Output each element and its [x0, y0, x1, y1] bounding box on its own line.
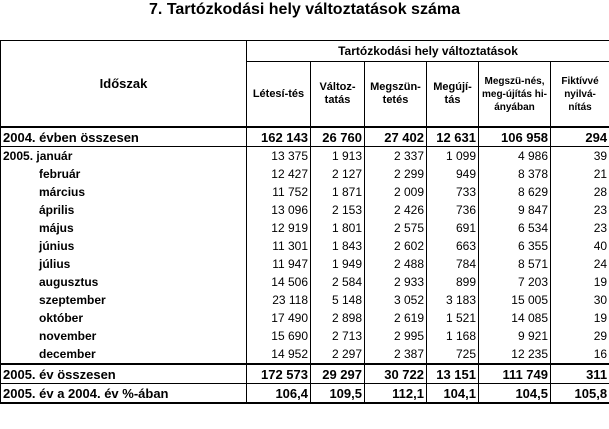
table-cell: 2 619	[365, 309, 427, 327]
table-cell: 30 722	[365, 364, 427, 384]
table-cell: 109,5	[311, 384, 365, 404]
table-cell: 23 118	[247, 291, 311, 309]
table-cell: 14 952	[247, 345, 311, 364]
table-cell: 6 534	[479, 219, 551, 237]
table-cell: 725	[427, 345, 479, 364]
table-cell: 2 009	[365, 183, 427, 201]
table-cell: 8 378	[479, 165, 551, 183]
row-label: április	[1, 201, 247, 219]
table-cell: 2 995	[365, 327, 427, 345]
table-row	[1, 309, 609, 327]
table-cell: 28	[551, 183, 609, 201]
column-header-megujitas: Megújí-tás	[427, 62, 479, 128]
table-cell: 12 235	[479, 345, 551, 364]
row-label: június	[1, 237, 247, 255]
table-row	[1, 255, 609, 273]
table-cell: 2 299	[365, 165, 427, 183]
table-cell: 172 573	[247, 364, 311, 384]
table-cell: 2 602	[365, 237, 427, 255]
period-column-header: Időszak	[1, 41, 247, 128]
table-cell: 12 427	[247, 165, 311, 183]
table-cell: 899	[427, 273, 479, 291]
row-label: 2005. év összesen	[1, 364, 247, 384]
table-cell: 17 490	[247, 309, 311, 327]
row-label: március	[1, 183, 247, 201]
table-cell: 23	[551, 201, 609, 219]
row-label: 2005. január	[1, 147, 247, 166]
table-cell: 13 096	[247, 201, 311, 219]
column-header-letesites: Létesí-tés	[247, 62, 311, 128]
table-cell: 39	[551, 147, 609, 166]
table-cell: 40	[551, 237, 609, 255]
table-cell: 23	[551, 219, 609, 237]
table-row	[1, 291, 609, 309]
table-cell: 8 629	[479, 183, 551, 201]
table-cell: 2 153	[311, 201, 365, 219]
table-cell: 104,5	[479, 384, 551, 404]
table-cell: 7 203	[479, 273, 551, 291]
table-cell: 2 575	[365, 219, 427, 237]
table-cell: 11 301	[247, 237, 311, 255]
table-cell: 2 488	[365, 255, 427, 273]
table-cell: 733	[427, 183, 479, 201]
table-cell: 2 426	[365, 201, 427, 219]
table-cell: 14 085	[479, 309, 551, 327]
table-row	[1, 147, 609, 166]
table-cell: 106 958	[479, 127, 551, 147]
table-cell: 1 099	[427, 147, 479, 166]
row-label: 2005. év a 2004. év %-ában	[1, 384, 247, 404]
page-title: 7. Tartózkodási hely változtatások száma	[149, 1, 460, 18]
table-cell: 2 297	[311, 345, 365, 364]
table-cell: 11 947	[247, 255, 311, 273]
table-cell: 30	[551, 291, 609, 309]
table-cell: 27 402	[365, 127, 427, 147]
table-cell: 29 297	[311, 364, 365, 384]
table-cell: 21	[551, 165, 609, 183]
table-cell: 15 005	[479, 291, 551, 309]
table-row	[1, 345, 609, 364]
table-cell: 2 933	[365, 273, 427, 291]
row-label: november	[1, 327, 247, 345]
table-cell: 2 387	[365, 345, 427, 364]
table-cell: 784	[427, 255, 479, 273]
table-cell: 8 571	[479, 255, 551, 273]
table-row	[1, 127, 609, 147]
row-label: 2004. évben összesen	[1, 127, 247, 147]
table-cell: 294	[551, 127, 609, 147]
table-cell: 1 949	[311, 255, 365, 273]
table-cell: 13 151	[427, 364, 479, 384]
table-cell: 162 143	[247, 127, 311, 147]
table-row	[1, 201, 609, 219]
table-cell: 1 871	[311, 183, 365, 201]
table-cell: 112,1	[365, 384, 427, 404]
table-row	[1, 183, 609, 201]
table-cell: 9 921	[479, 327, 551, 345]
table-cell: 1 521	[427, 309, 479, 327]
row-label: augusztus	[1, 273, 247, 291]
table-cell: 24	[551, 255, 609, 273]
table-row	[1, 364, 609, 384]
table-cell: 106,4	[247, 384, 311, 404]
table-cell: 5 148	[311, 291, 365, 309]
table-cell: 19	[551, 309, 609, 327]
row-label: december	[1, 345, 247, 364]
table-cell: 949	[427, 165, 479, 183]
table-cell: 104,1	[427, 384, 479, 404]
table-cell: 29	[551, 327, 609, 345]
table-cell: 15 690	[247, 327, 311, 345]
table-row	[1, 327, 609, 345]
table-cell: 311	[551, 364, 609, 384]
table-cell: 1 913	[311, 147, 365, 166]
row-label: május	[1, 219, 247, 237]
table-cell: 26 760	[311, 127, 365, 147]
table-cell: 12 631	[427, 127, 479, 147]
row-label: július	[1, 255, 247, 273]
table-cell: 691	[427, 219, 479, 237]
table-cell: 6 355	[479, 237, 551, 255]
table-cell: 13 375	[247, 147, 311, 166]
column-header-megszunes: Megszü-nés, meg-újítás hi-ányában	[479, 62, 551, 128]
table-cell: 2 127	[311, 165, 365, 183]
table-row	[1, 273, 609, 291]
table-cell: 3 183	[427, 291, 479, 309]
row-label: október	[1, 309, 247, 327]
table-cell: 663	[427, 237, 479, 255]
table-cell: 19	[551, 273, 609, 291]
column-header-fiktivve: Fiktívvé nyilvá-nítás	[551, 62, 609, 128]
group-column-header: Tartózkodási hely változtatások	[247, 41, 609, 62]
table-cell: 4 986	[479, 147, 551, 166]
table-cell: 2 898	[311, 309, 365, 327]
row-label: február	[1, 165, 247, 183]
table-cell: 736	[427, 201, 479, 219]
table-row	[1, 165, 609, 183]
table-cell: 105,8	[551, 384, 609, 404]
table-row	[1, 384, 609, 404]
table-cell: 1 168	[427, 327, 479, 345]
table-cell: 12 919	[247, 219, 311, 237]
table-cell: 2 713	[311, 327, 365, 345]
table-cell: 2 337	[365, 147, 427, 166]
table-cell: 1 843	[311, 237, 365, 255]
column-header-megszuntetes: Megszün-tetés	[365, 62, 427, 128]
row-label: szeptember	[1, 291, 247, 309]
table-cell: 16	[551, 345, 609, 364]
column-header-valtoztatas: Változ-tatás	[311, 62, 365, 128]
table-cell: 1 801	[311, 219, 365, 237]
table-row	[1, 237, 609, 255]
table-cell: 2 584	[311, 273, 365, 291]
table-cell: 14 506	[247, 273, 311, 291]
table-row	[1, 219, 609, 237]
table-cell: 9 847	[479, 201, 551, 219]
data-table	[0, 40, 609, 404]
table-cell: 3 052	[365, 291, 427, 309]
table-cell: 11 752	[247, 183, 311, 201]
table-cell: 111 749	[479, 364, 551, 384]
